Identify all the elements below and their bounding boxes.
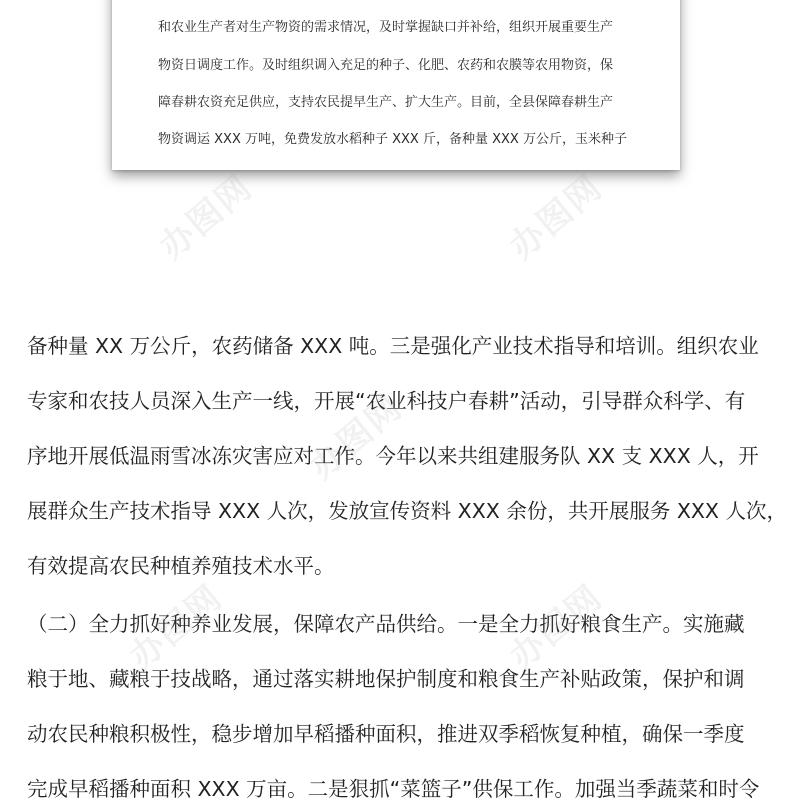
section-heading-line: （二）全力抓好种养业发展，保障农产品供给。一是全力抓好粮食生产。实施藏 (27, 612, 745, 636)
watermark: 办图网 (122, 577, 231, 678)
watermark: 办图网 (152, 167, 261, 268)
card-text-line: 和农业生产者对生产物资的需求情况，及时掌握缺口并补给，组织开展重要生产 (158, 20, 614, 35)
body-text-line: 完成早稻播种面积 XXX 万亩。二是狠抓“菜篮子”供保工作。加强当季蔬菜和时令 (27, 777, 760, 801)
card-text-line: 物资日调度工作。及时组织调入充足的种子、化肥、农药和农膜等农用物资，保 (158, 58, 614, 73)
body-text-line: 展群众生产技术指导 XXX 人次，发放宣传资料 XXX 余份，共开展服务 XXX 人次， (27, 499, 787, 523)
body-text-line: 粮于地、藏粮于技战略，通过落实耕地保护制度和粮食生产补贴政策，保护和调 (27, 667, 745, 691)
body-text-line: 序地开展低温雨雪冰冻灾害应对工作。今年以来共组建服务队 XX 支 XXX 人，开 (27, 444, 759, 468)
watermark: 办图网 (502, 577, 611, 678)
watermark: 办图网 (302, 387, 411, 488)
body-text-line: 有效提高农民种植养殖技术水平。 (27, 554, 335, 578)
body-text-line: 备种量 XX 万公斤，农药储备 XXX 吨。三是强化产业技术指导和培训。组织农业 (27, 334, 759, 358)
card-text-line: 物资调运 XXX 万吨，免费发放水稻种子 XXX 斤，备种量 XXX 万公斤，玉米种子 (158, 132, 627, 147)
watermark: 办图网 (502, 167, 611, 268)
body-text-line: 动农民种粮积极性，稳步增加早稻播种面积，推进双季稻恢复种植，确保一季度 (27, 722, 745, 746)
body-text-line: 专家和农技人员深入生产一线，开展“农业科技户春耕”活动，引导群众科学、有 (27, 389, 746, 413)
card-text-line: 障春耕农资充足供应，支持农民提早生产、扩大生产。目前，全县保障春耕生产 (158, 95, 614, 110)
document-page-card (112, 0, 680, 170)
